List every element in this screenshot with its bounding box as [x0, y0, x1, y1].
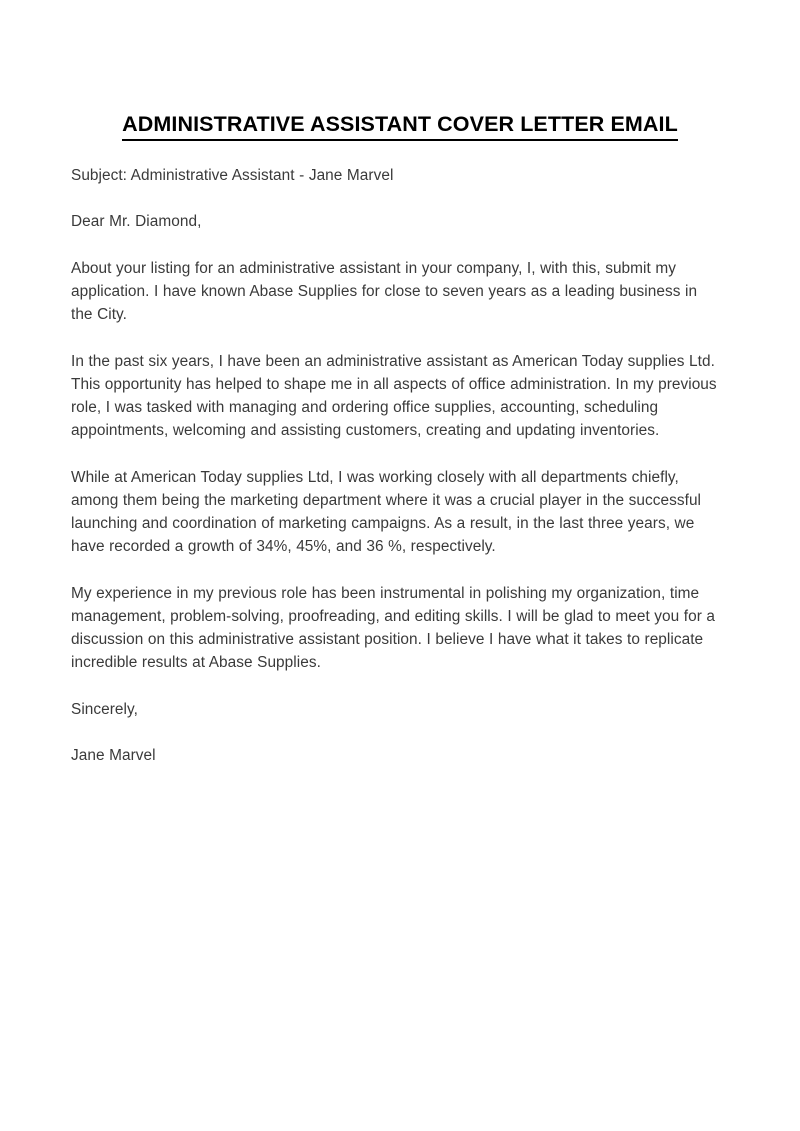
body-paragraph-2: In the past six years, I have been an administrative assistant as American Today supplies Ltd. This opportunity has helped to shape me in all aspects of office administration. In my previous role, I was tasked with managing and ordering office supplies, accounting, scheduling appointments, welcoming and assisting customers, creating and updating inventories. [71, 352, 717, 440]
closing-line: Sincerely, [71, 700, 138, 718]
letter-body [71, 164, 723, 767]
page-title-text: ADMINISTRATIVE ASSISTANT COVER LETTER EMAIL [122, 112, 678, 141]
body-paragraph-4: My experience in my previous role has been instrumental in polishing my organization, time management, problem-solving, proofreading, and editing skills. I will be glad to meet you for a discussion on this administrative assistant position. I believe I have what it takes to replicate incredible results at Abase Supplies. [71, 584, 716, 672]
body-paragraph-3: While at American Today supplies Ltd, I was working closely with all departments chiefly, among them being the marketing department where it was a crucial player in the successful launching and coordination of marketing campaigns. As a result, in the last three years, we have recorded a growth of 34%, 45%, and 36 %, respectively. [71, 468, 702, 556]
subject-line: Subject: Administrative Assistant - Jane Marvel [71, 167, 394, 184]
signature-name: Jane Marvel [71, 746, 156, 764]
body-paragraph-1: About your listing for an administrative assistant in your company, I, with this, submit my application. I have known Abase Supplies for close to seven years as a leading business in the City. [71, 259, 698, 324]
salutation: Dear Mr. Diamond, [71, 213, 202, 231]
page-title [0, 112, 800, 141]
